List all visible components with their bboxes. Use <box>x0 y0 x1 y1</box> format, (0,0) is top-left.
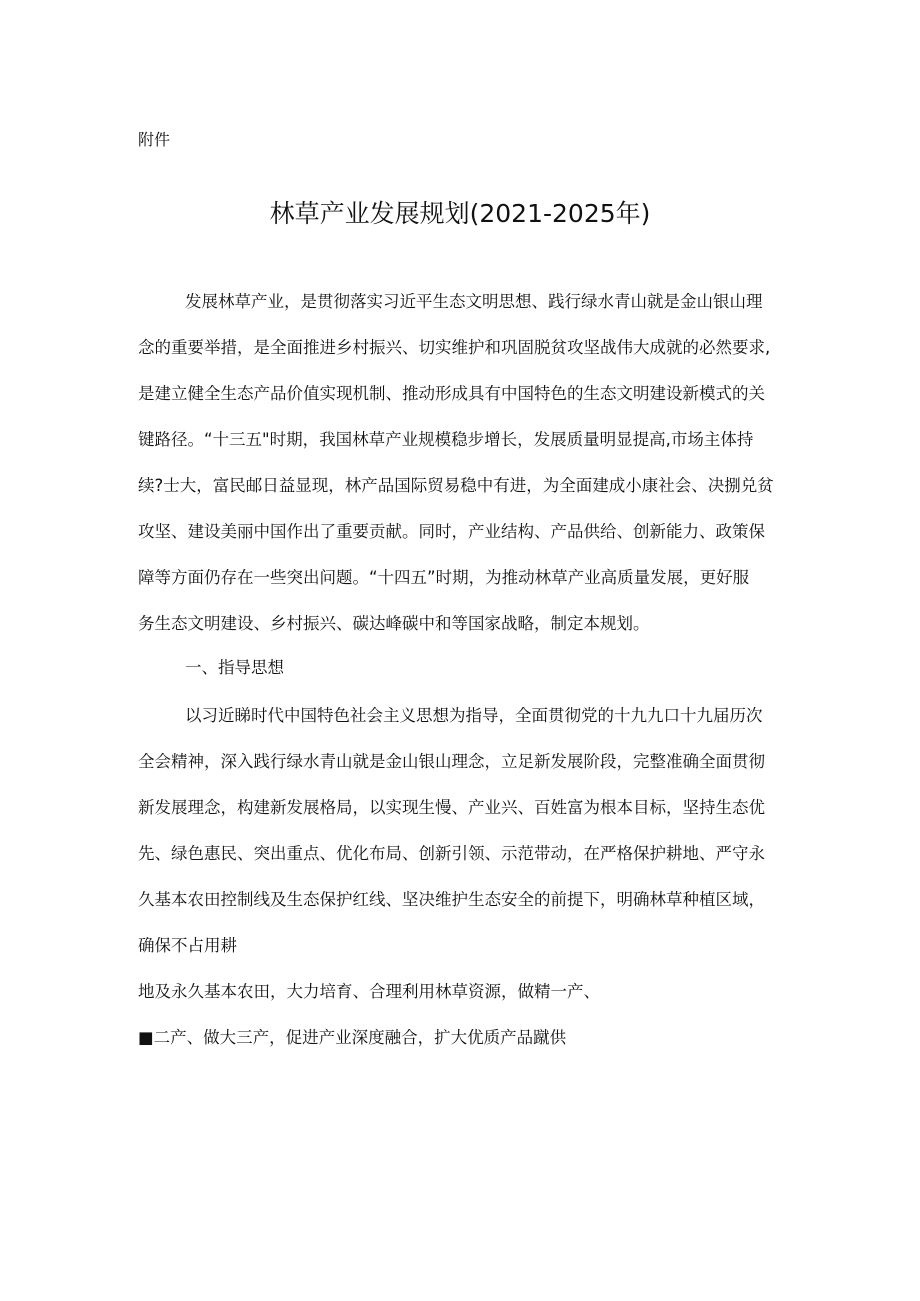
intro-line-1: 发展林草产业，是贯彻落实习近平生态文明思想、践行绿水青山就是金山银山理 <box>185 292 763 311</box>
intro-line-8: 务生态文明建设、乡村振兴、碳达峰碳中和等国家战略，制定本规划。 <box>138 614 650 633</box>
section-line-6: 确保不占用耕 <box>138 936 237 955</box>
fragment-line-1: 地及永久基本农田，大力培育、合理利用林草资源，做精一产、 <box>138 982 600 1001</box>
document-title: 林草产业发展规划(2021-2025年) <box>269 199 651 228</box>
intro-line-7: 障等方面仍存在一些突出问题。“十四五”时期，为推动林草产业高质量发展，更好服 <box>138 568 750 587</box>
section-line-4: 先、绿色惠民、突出重点、优化布局、创新引领、示范带动，在严格保护耕地、严守永 <box>138 844 765 863</box>
section-line-2: 全会精神，深入践行绿水青山就是金山银山理念，立足新发展阶段，完整准确全面贯彻 <box>138 752 765 771</box>
section-line-5: 久基本农田控制线及生态保护红线、坚决维护生态安全的前提下，明确林草种植区域， <box>138 890 765 909</box>
intro-line-6: 攻坚、建设美丽中国作出了重要贡献。同时，产业结构、产品供给、创新能力、政策保 <box>138 522 765 541</box>
section-line-3: 新发展理念，构建新发展格局，以实现生慢、产业兴、百姓富为根本目标，坚持生态优 <box>138 798 765 817</box>
fragment-line-2: ■二产、做大三产，促进产业深度融合，扩大优质产品蹴供 <box>138 1028 567 1047</box>
attachment-label: 附件 <box>138 130 171 149</box>
section-line-1: 以习近睇时代中国特色社会主义思想为指导，全面贯彻党的十九九口十九届历次 <box>185 706 763 725</box>
intro-line-2: 念的重要举措，是全面推进乡村振兴、切实维护和巩固脱贫攻坚战伟大成就的必然要求, <box>138 338 771 357</box>
intro-line-5: 续?士大，富民邮日益显现，林产品国际贸易稳中有进，为全面建成小康社会、决捌兑贫 <box>138 476 774 495</box>
section-heading: 一、指导思想 <box>185 658 284 677</box>
intro-line-3: 是建立健全生态产品价值实现机制、推动形成具有中国特色的生态文明建设新模式的关 <box>138 384 765 403</box>
intro-line-4: 键路径。“十三五"时期，我国林草产业规模稳步增长，发展质量明显提高,市场主体持 <box>138 430 754 449</box>
